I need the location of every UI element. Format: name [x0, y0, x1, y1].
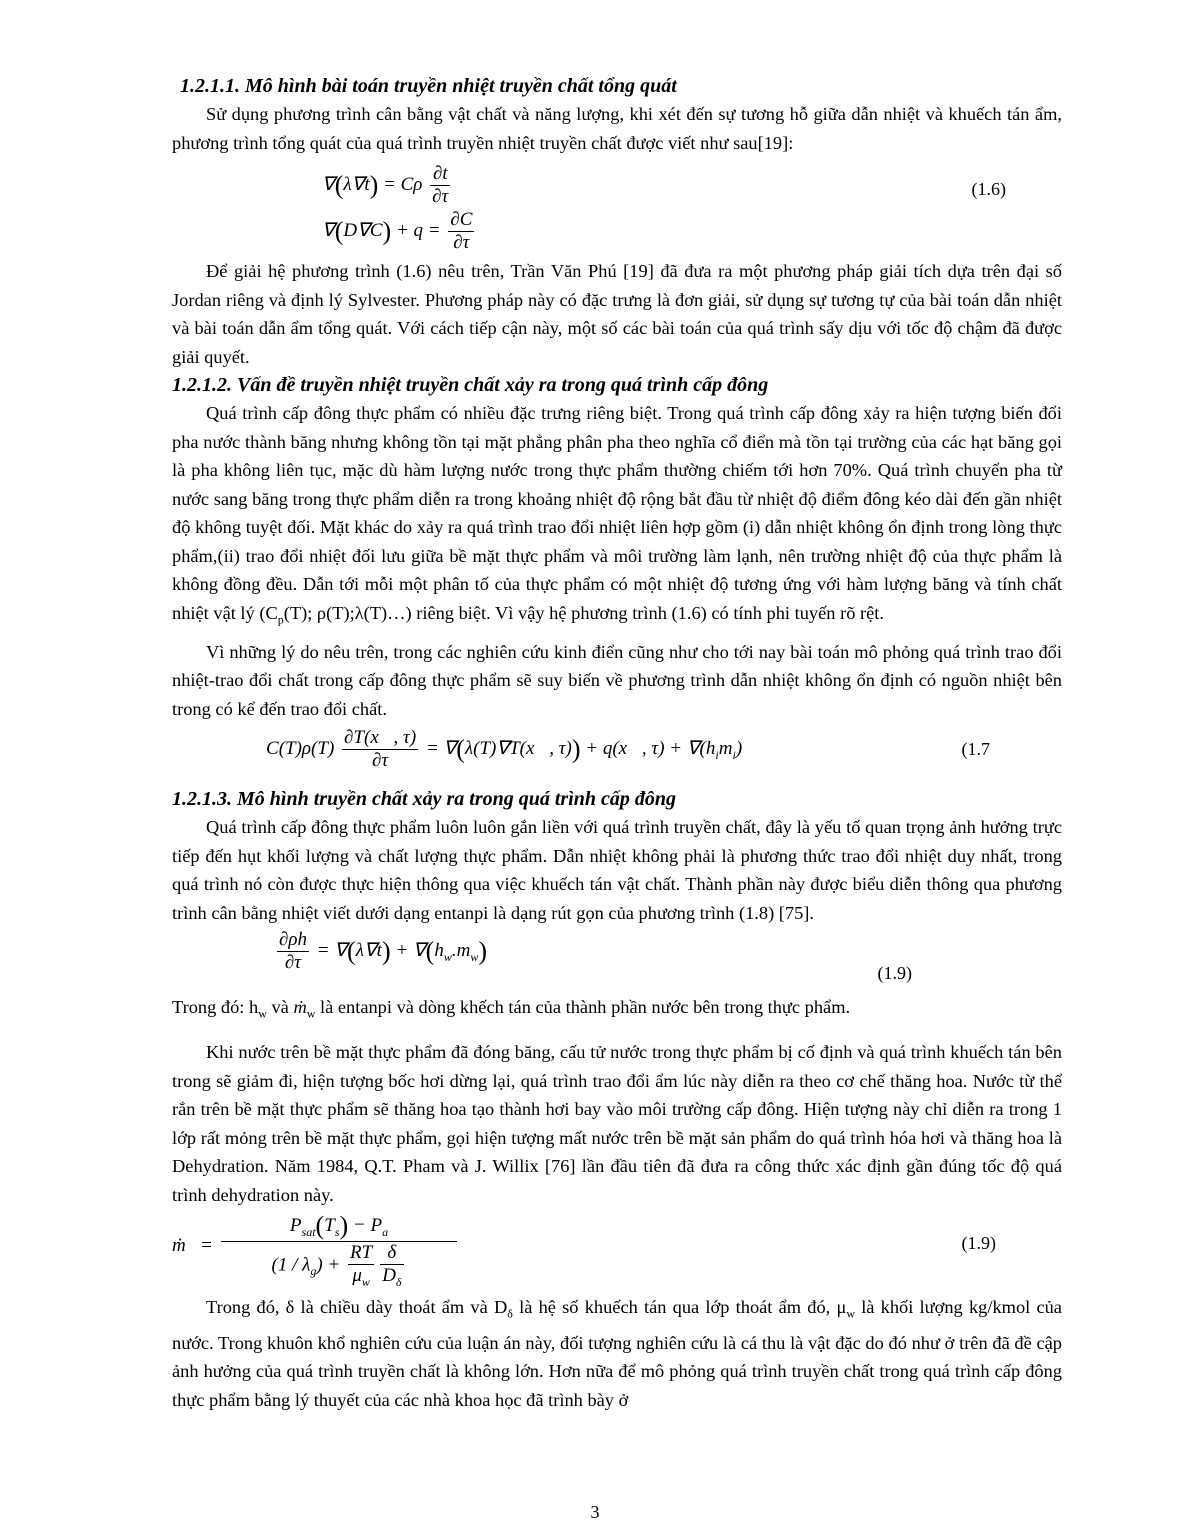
- equation-number: (1.6): [971, 179, 1006, 199]
- subscript: w: [258, 1006, 267, 1021]
- subscript: p: [277, 612, 284, 627]
- equation-line: $\frac{\partial\rho h}{\partial\tau}$ = $\nabla(\lambda\nabla t) + \nabla(h_w.m_w)$: [279, 929, 488, 974]
- section-heading-3: 1.2.1.3. Mô hình truyền chất xảy ra trong quá trình cấp đông: [172, 788, 676, 811]
- page-number: 3: [590, 1502, 600, 1522]
- subscript: w: [306, 1006, 316, 1021]
- equation-line: ∇(λ∇t) = Cρ $\frac{\partial t}{\partial\tau}$: [322, 163, 449, 207]
- equation-1-9: [172, 1209, 1062, 1293]
- equation-line: C(T)ρ(T) $\frac{\partial T(x⃗, \tau)}{\partial\tau}$ = ∇(λ(T)∇T(x⃗, τ)) + q(x⃗, $\tau) + \nabla(h_im_i)$: [266, 727, 743, 772]
- equation-number: (1.7: [961, 739, 990, 760]
- text-run: và: [266, 997, 294, 1018]
- equation-1-6: [172, 157, 1062, 257]
- text-run: Trong đó: h: [172, 997, 259, 1018]
- text-run: (T); ρ(T);λ(T)…) riêng biệt. Vì vậy hệ phương trình (1.6) có tính phi tuyến rõ rệt.: [283, 602, 884, 623]
- paragraph: [172, 1293, 1062, 1414]
- equation-1-8: [172, 927, 1062, 993]
- text-run: là hệ số khuếch tán qua lớp thoát ẩm đó, μ: [512, 1297, 847, 1318]
- paragraph: Vì những lý do nêu trên, trong các nghiên cứu kinh điển cũng như cho tới nay bài toán mô phỏng quá trình trao đổi nhiệt-trao đổi chất trong cấp đông thực phẩm sẽ suy biến về phương trình dẫn nhiệt không ổn định có nguồn nhiệt bên trong có kể đến trao đổi chất.: [172, 641, 1062, 719]
- section-heading-2: 1.2.1.2. Vấn đề truyền nhiệt truyền chất xảy ra trong quá trình cấp đông: [172, 374, 769, 396]
- subscript: w: [846, 1307, 855, 1322]
- paragraph: [172, 399, 1062, 634]
- text-run: là khối lượng kg/kmol của nước. Trong khuôn khổ nghiên cứu của luận án này, đối tượng nghiên cứu là cá thu là vật đặc do đó như ở trên đã đề cập ảnh hưởng của quá trình truyền chất là không lớn. Hơn nữa để mô phỏng quá trình truyền chất trong quá trình cấp đông thực phẩm bằng lý thuyết của các nhà khoa học đã trình bày ở: [172, 1297, 1062, 1410]
- document-page: [172, 72, 1062, 1414]
- paragraph: Khi nước trên bề mặt thực phẩm đã đóng băng, cấu tử nước trong thực phẩm bị cố định và quá trình khuếch tán bên trong sẽ giảm đi, hiện tượng bốc hơi dừng lại, quá trình trao đổi ẩm lúc này diễn ra theo cơ chế thăng hoa. Nước từ thể rắn trên bề mặt thực phẩm sẽ thăng hoa tạo thành hơi bay vào môi trường cấp đông. Hiện tượng này chỉ diễn ra trong 1 lớp rất mỏng trên bề mặt thực phẩm, gọi hiện tượng mất nước trên bề mặt sản phẩm do quá trình hóa hơi và thăng hoa là Dehydration. Năm 1984, Q.T. Pham và J. Willix [76] lần đầu tiên đã đưa ra công thức xác định gần đúng tốc độ quá trình dehydration này.: [172, 1042, 1062, 1205]
- subscript: δ: [507, 1307, 513, 1322]
- paragraph: [172, 993, 1062, 1028]
- mass-flux-symbol: ṁ: [293, 997, 307, 1018]
- equation-number: (1.9): [961, 1233, 996, 1254]
- text-run: Quá trình cấp đông thực phẩm có nhiều đặc trưng riêng biệt. Trong quá trình cấp đông xảy ra hiện tượng biến đổi pha nước thành băng nhưng không tồn tại mặt phẳng phân pha theo nghĩa cổ điển mà tồn tại trường của các hạt băng gọi là pha không liên tục, mặc dù hàm lượng nước trong thực phẩm thường chiếm tới hơn 70%. Quá trình chuyển pha từ nước sang băng trong thực phẩm diễn ra trong khoảng nhiệt độ rộng bắt đầu từ nhiệt độ điểm đông kéo dài đến gần nhiệt độ không tuyệt đối. Mặt khác do xảy ra quá trình trao đổi nhiệt liên hợp gồm (i) dẫn nhiệt không ổn định trong lòng thực phẩm,(ii) trao đổi nhiệt đối lưu giữa bề mặt thực phẩm và môi trường làm lạnh, nên trường nhiệt độ của thực phẩm là không đồng đều. Dẫn tới mỗi một phân tố của thực phẩm có một nhiệt độ tương ứng với hàm lượng băng và tính chất nhiệt vật lý (C: [172, 403, 1062, 623]
- paragraph: Để giải hệ phương trình (1.6) nêu trên, Trần Văn Phú [19] đã đưa ra một phương pháp giải tích dựa trên đại số Jordan riêng và định lý Sylvester. Phương pháp này có đặc trưng là đơn giải, sử dụng sự tương tự của bài toán dẫn nhiệt và bài toán dẫn ẩm tổng quát. Với cách tiếp cận này, một số các bài toán của quá trình sấy dịu với tốc độ chậm đã được giải quyết.: [172, 261, 1062, 367]
- equation-1-7: [172, 723, 1062, 785]
- paragraph: Quá trình cấp đông thực phẩm luôn luôn gắn liền với quá trình truyền chất, đây là yếu tố quan trọng ảnh hưởng trực tiếp đến hụt khối lượng và chất lượng thực phẩm. Dẫn nhiệt không phải là phương thức trao đổi nhiệt duy nhất, trong quá trình nó còn được thực hiện thông qua việc khuếch tán vật chất. Thành phần này được biểu diễn thông qua phương trình cân bằng nhiệt viết dưới dạng entanpi là dạng rút gọn của phương trình (1.8) [75].: [172, 817, 1062, 923]
- section-heading-1: 1.2.1.1. Mô hình bài toán truyền nhiệt truyền chất tổng quát: [180, 75, 677, 97]
- equation-fraction: $P_{sat}(T_s) - P_a$ $(1 / \lambda_g)$ + $\frac{RT}{\mu_w}$ $\frac{\delta}{D_\delta}$: [218, 1211, 460, 1290]
- equation-line: ∇(D∇C) + q = $\frac{\partial C}{\partial\tau}$: [322, 209, 473, 253]
- text-run: Trong đó, δ là chiều dày thoát ẩm và D: [206, 1297, 508, 1318]
- text-run: là entanpi và dòng khếch tán của thành phần nước bên trong thực phẩm.: [315, 997, 851, 1018]
- equation-number: (1.9): [877, 963, 912, 984]
- paragraph: Sử dụng phương trình cân bằng vật chất và năng lượng, khi xét đến sự tương hỗ giữa dẫn nhiệt và khuếch tán ẩm, phương trình tổng quát của quá trình truyền nhiệt truyền chất được viết như sau[19]:: [172, 104, 1062, 153]
- equation-lhs: ṁ =: [172, 1235, 213, 1257]
